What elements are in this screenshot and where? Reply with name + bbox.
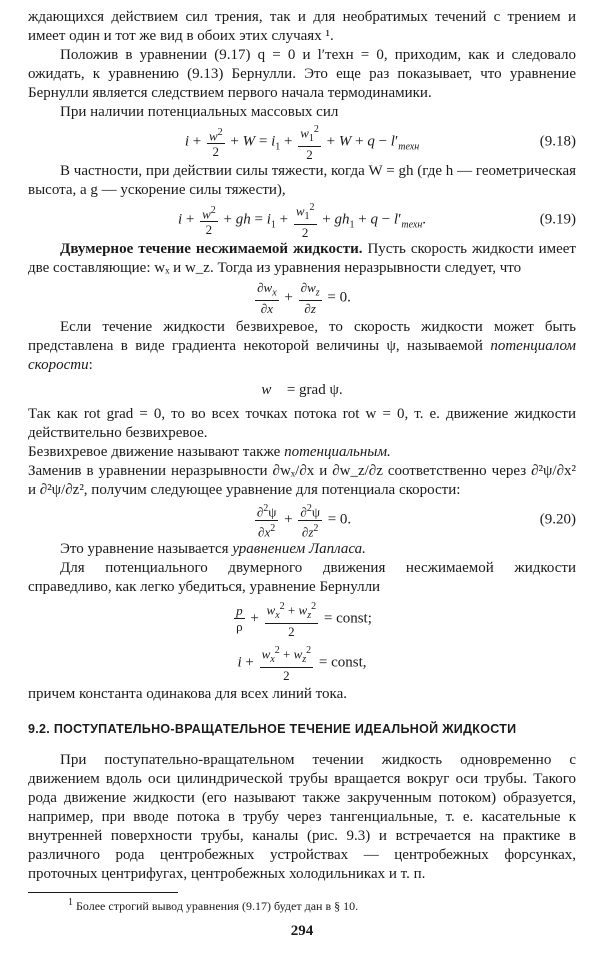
paragraph-6-end: :: [88, 357, 93, 373]
footnote: [28, 895, 576, 914]
paragraph-3: При наличии потенциальных массовых сил: [60, 104, 339, 120]
equation-bernoulli-1-body: $\frac{p}{\rho}$ + $\frac{w_x^2 + w_z^2}{2}$ = const;: [236, 601, 372, 639]
equation-number: (9.20): [539, 511, 576, 528]
equation-9-20-body: $\frac{\partial^2\psi}{\partial x^2}$ + $\frac{\partial^2\psi}{\partial z^2}$ = 0.: [256, 503, 352, 539]
term-velocity-potential: потенциалом скорости: [28, 338, 576, 373]
paragraph-4: В частности, при действии силы тяжести, когда W = gh (где h — геометрическая высота, а g — ускорение силы тяжести),: [28, 163, 576, 198]
paragraph-11: Для потенциального двумерного движения несжимаемой жидкости справедливо, как легко убедиться, уравнение Бернулли: [28, 560, 576, 595]
grad-operator: grad: [299, 381, 326, 398]
paragraph-13: При поступательно-вращательном течении жидкость одновременно с движением вдоль оси цилиндрической трубы вращается вокруг оси трубы. Такого рода движение жидкости (его называют также закрученным потоком) образуется, например, при вводе потока в трубу через тангенциальные, т. е. касательные к внутренней поверхности трубы, каналы (рис. 9.3) и встречается на практике в различного рода центробежных устройствах — центробежных форсунках, проточных центрифугах, центробежных холодильниках и т. п.: [28, 752, 576, 882]
equation-9-19-body: i + $\frac{w^2}{2}$ + gh = $i_1$ + $\frac{w_1^2}{2}$ + $gh_1 + q - l'_{техн}$.: [177, 202, 427, 240]
page-number: 294: [290, 923, 314, 939]
equation-9-18-body: i + $\frac{w^2}{2}$ + $W = i_1$ + $\frac{w_1^2}{2}$ + $W + q - l'_{техн}$: [184, 124, 420, 162]
paragraph-6-text: Если течение жидкости безвихревое, то скорость жидкости может быть представлена в виде градиента некоторой величины ψ, называемой: [28, 319, 576, 354]
paragraph-6: [28, 318, 576, 375]
equation-number: (9.18): [539, 133, 576, 150]
equation-continuity-body: $\frac{\partial w_x}{\partial x}$ + $\frac{\partial w_z}{\partial z}$ = 0.: [257, 279, 351, 317]
footnote-marker: 1: [68, 897, 73, 908]
equation-bernoulli-2: [28, 641, 576, 685]
paragraph-9: Заменив в уравнении неразрывности ∂wₓ/∂x и ∂w_z/∂z соответственно через ∂²ψ/∂x² и ∂²ψ/∂z², получим следующее уравнение для потенциала скорости:: [28, 463, 576, 498]
paragraph-5-text: Пусть скорость жидкости имеет две составляющие: wₓ и w_z. Тогда из уравнения неразрывности следует, что: [28, 241, 576, 276]
footnote-text: Более строгий вывод уравнения (9.17) будет дан в § 10.: [76, 899, 359, 913]
paragraph-5: [28, 240, 576, 278]
paragraph-8: [28, 443, 576, 462]
equation-number: (9.19): [539, 211, 576, 228]
term-potential: потенциальным.: [284, 444, 391, 460]
const-term: const: [336, 610, 368, 627]
paragraph-1: ждающихся действием сил трения, так и для необратимых течений с трением и имеет один и тот же вид в обоих этих случаях ¹.: [28, 9, 576, 44]
equation-gradient-body: w⃗ = grad ψ.: [261, 381, 343, 398]
paragraph-8-text: Безвихревое движение называют также: [28, 444, 285, 460]
equation-gradient: [28, 375, 576, 405]
paragraph-7: Так как rot grad = 0, то во всех точках потока rot w = 0, т. е. движение жидкости действительно безвихревое.: [28, 406, 576, 441]
paragraph-12: причем константа одинакова для всех линий тока.: [28, 686, 347, 702]
footnote-divider: [28, 892, 178, 893]
equation-continuity: [28, 278, 576, 318]
paragraph-10-text: Это уравнение называется: [60, 541, 233, 557]
equation-bernoulli-2-body: i + $\frac{w_x^2 + w_z^2}{2}$ = const,: [237, 645, 367, 683]
section-run-in-title: Двумерное течение несжимаемой жидкости.: [60, 241, 363, 257]
equation-9-19: [28, 200, 576, 240]
page: [28, 8, 576, 941]
equation-bernoulli-1: [28, 597, 576, 641]
paragraph-10: [28, 540, 576, 559]
const-term: const: [331, 654, 363, 671]
term-laplace-equation: уравнением Лапласа.: [232, 541, 366, 557]
section-heading: 9.2. ПОСТУПАТЕЛЬНО-ВРАЩАТЕЛЬНОЕ ТЕЧЕНИЕ ИДЕАЛЬНОЙ ЖИДКОСТИ: [28, 722, 517, 736]
equation-9-18: [28, 122, 576, 162]
equation-9-20: [28, 500, 576, 540]
paragraph-2: Положив в уравнении (9.17) q = 0 и l′техн = 0, приходим, как и следовало ожидать, к уравнению (9.13) Бернулли. Это еще раз показывает, что уравнение Бернулли является следствием первого начала термодинамики.: [28, 47, 576, 101]
